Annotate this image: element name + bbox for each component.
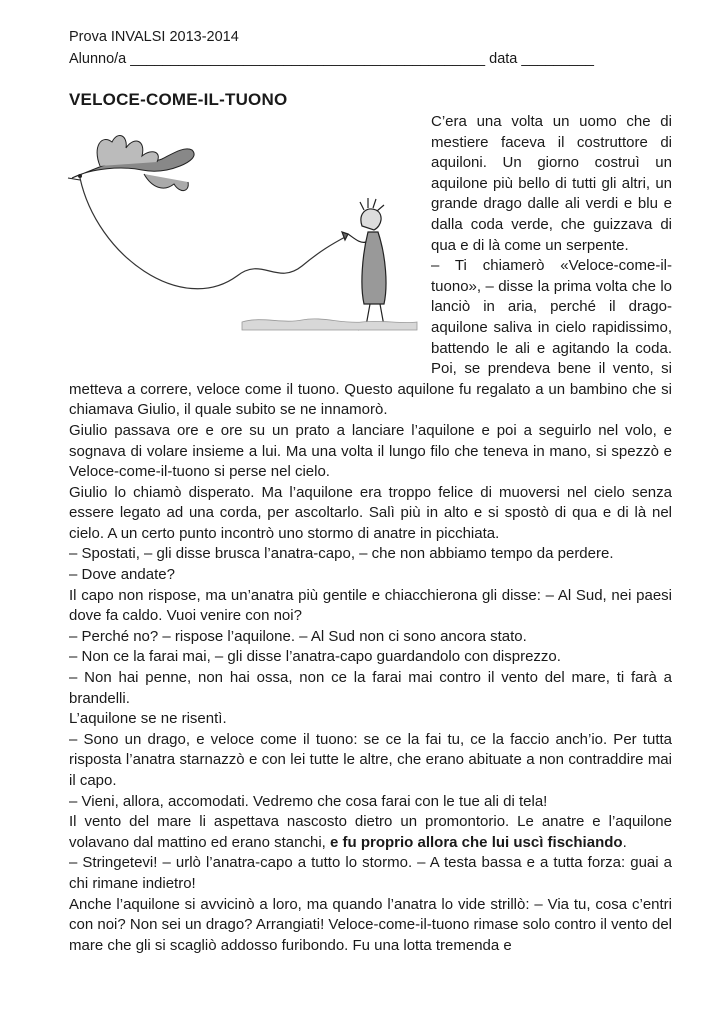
paragraph: Il capo non rispose, ma un’anatra più gentile e chiacchierona gli disse: – Al Sud, nei paesi dove fa caldo. Vuoi venire con noi? xyxy=(69,586,672,625)
test-name: Prova INVALSI 2013-2014 xyxy=(69,29,239,45)
student-date-line: Alunno/a ____________________________________________ data _________ xyxy=(69,51,594,67)
illustration-spacer xyxy=(69,112,431,362)
wind-text: Il vento del mare li aspettava nascosto dietro un promontorio. Le anatre e l’aquilone volavano dal mattino ed erano stanchi, xyxy=(69,813,672,851)
story-body xyxy=(69,112,672,956)
paragraph: L’aquilone se ne risentì. xyxy=(69,710,227,728)
paragraph: – Sono un drago, e veloce come il tuono: se ce la fai tu, ce la faccio anch’io. Per tutta risposta l’anatra starnazzò e con lei tutte le altre, che erano abituate a non contraddire mai il capo. xyxy=(69,730,672,789)
paragraph: – Non ce la farai mai, – gli disse l’anatra-capo guardandolo con disprezzo. xyxy=(69,648,561,666)
document-header xyxy=(69,26,594,70)
wind-bold-text: e fu proprio allora che lui uscì fischiando xyxy=(330,833,623,851)
paragraph: Anche l’aquilone si avvicinò a loro, ma quando l’anatra lo vide strillò: – Via tu, cosa c’entri con noi? Non sei un drago? Arrangiati! Veloce-come-il-tuono rimase solo contro il vento del mare che gli si scagliò addosso furibondo. Fu una lotta tremenda e xyxy=(69,895,672,954)
paragraph: – Perché no? – rispose l’aquilone. – Al Sud non ci sono ancora stato. xyxy=(69,627,527,645)
paragraph: – Non hai penne, non hai ossa, non ce la farai mai contro il vento del mare, ti farà a brandelli. xyxy=(69,669,672,707)
paragraph: – Stringetevi! – urlò l’anatra-capo a tutto lo stormo. – A testa bassa e a tutta forza: guai a chi rimane indietro! xyxy=(69,854,672,892)
paragraph: – Ti chiamerò «Veloce-come-il-tuono», – disse la prima volta che lo lanciò in aria, perché il drago-aquilone saliva in cielo rapidissimo, battendo le ali e agitando la coda. Poi, se prendeva bene il vento, si metteva a correre, veloce come il tuono. Questo aquilone fu regalato a un bambino che si chiamava Giulio, il quale subito se ne innamorò. xyxy=(69,257,672,419)
paragraph: Giulio lo chiamò disperato. Ma l’aquilone era troppo felice di muoversi nel cielo senza essere legato ad una corda, per ascoltarlo. Salì più in alto e si spostò di qua e di là nel cielo. A un certo punto incontrò uno stormo di anatre in picchiata. xyxy=(69,483,672,542)
story-title: VELOCE-COME-IL-TUONO xyxy=(69,90,288,109)
paragraph: – Dove andate? xyxy=(69,566,175,584)
paragraph-wind xyxy=(69,812,672,853)
paragraph: Giulio passava ore e ore su un prato a lanciare l’aquilone e poi a seguirlo nel volo, e sognava di volare insieme a lui. Ma una volta il lungo filo che teneva in mano, si spezzò e Veloce-come-il-tuono si perse nel cielo. xyxy=(69,421,672,481)
paragraph: – Spostati, – gli disse brusca l’anatra-capo, – che non abbiamo tempo da perdere. xyxy=(69,545,614,563)
paragraph: – Vieni, allora, accomodati. Vedremo che cosa farai con le tue ali di tela! xyxy=(69,792,548,810)
paragraph: C’era una volta un uomo che di mestiere faceva il costruttore di aquiloni. Un giorno costruì un aquilone più bello di tutti gli altri, un grande drago dalle ali verdi e blu e dalla coda verde, che guizzava di qua e di là come un serpente. xyxy=(431,113,672,254)
wind-end: . xyxy=(622,833,627,851)
